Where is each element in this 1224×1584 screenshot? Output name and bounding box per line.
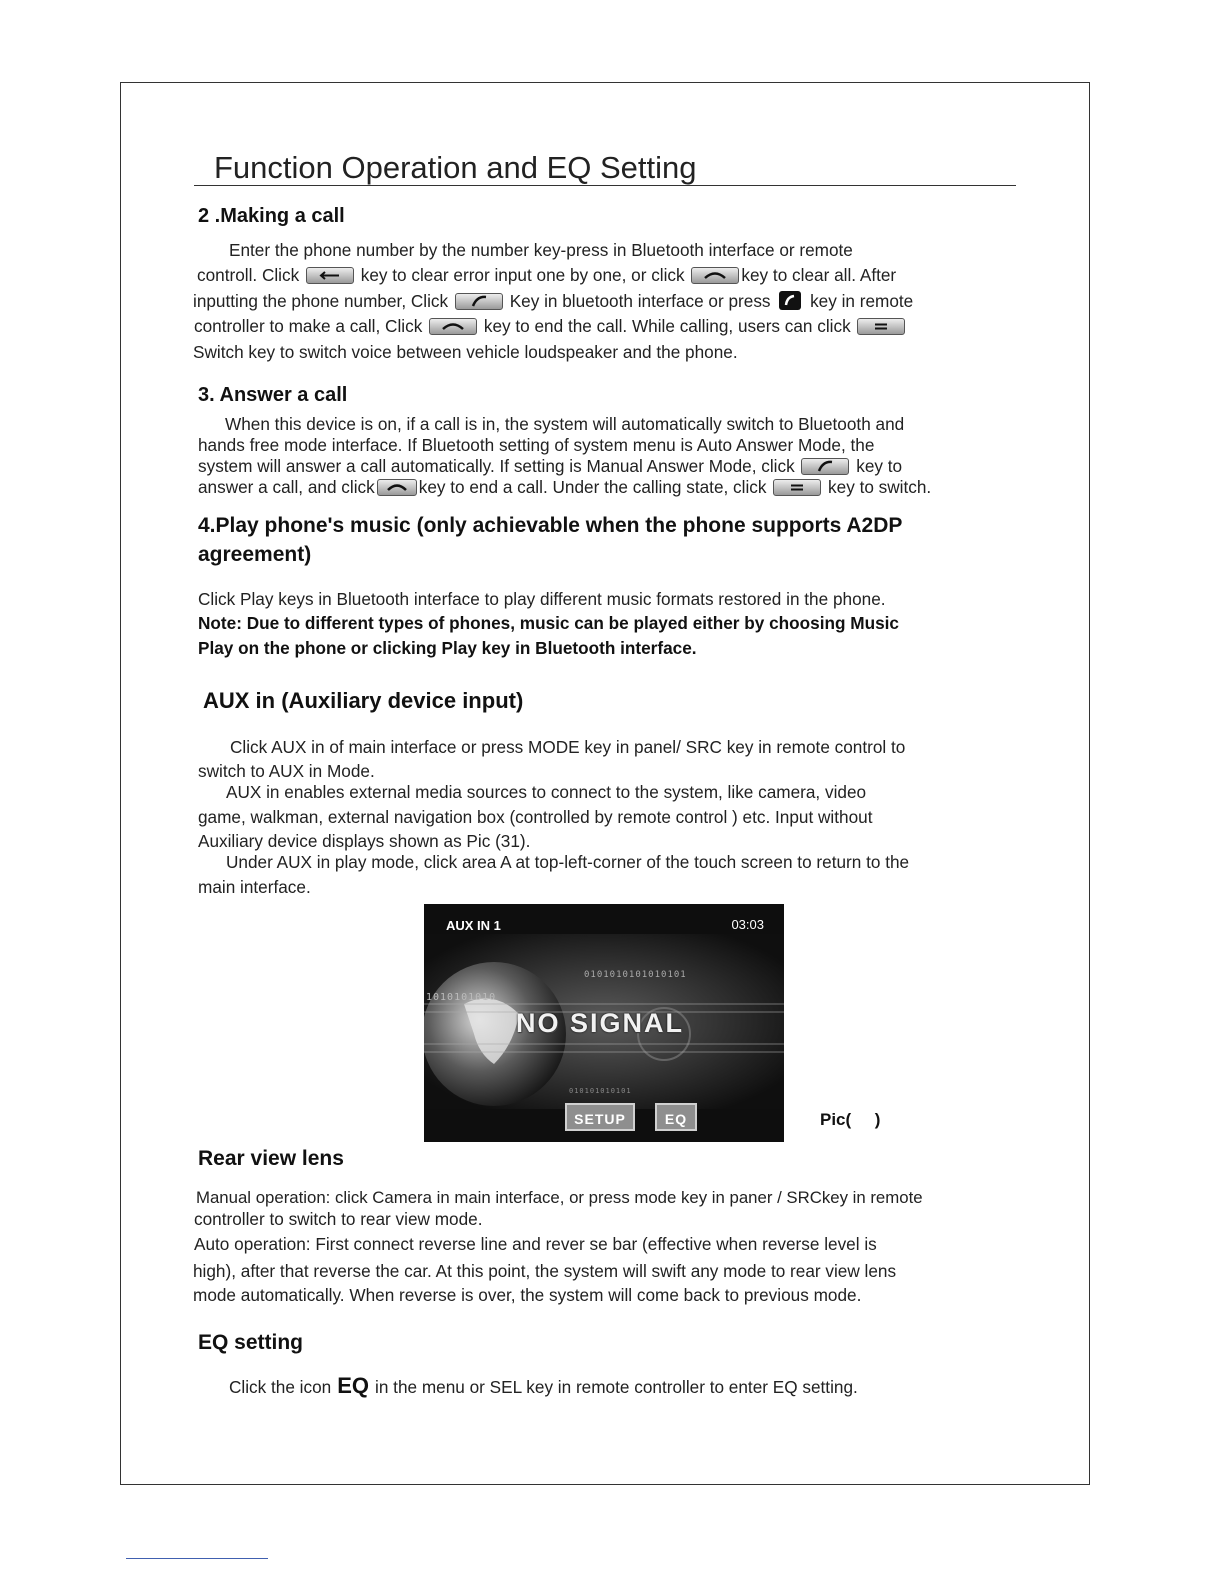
- making-call-line-2: controll. Click key to clear error input one by one, or click key to clear all. After: [197, 265, 897, 285]
- aux-line-4: game, walkman, external navigation box (controlled by remote control ) etc. Input without: [198, 807, 873, 827]
- play-music-heading-line-2: agreement): [198, 543, 312, 566]
- aux-no-signal-screenshot: [424, 904, 784, 1142]
- rear-view-heading: Rear view lens: [198, 1147, 344, 1170]
- making-call-line-3: inputting the phone number, Click Key in bluetooth interface or press key in remote: [193, 291, 914, 311]
- play-music-line-1: Click Play keys in Bluetooth interface to play different music formats restored in the phone.: [198, 589, 886, 609]
- making-call-line-4: controller to make a call, Click key to end the call. While calling, users can click: [194, 316, 907, 336]
- page-title: Function Operation and EQ Setting: [214, 150, 697, 185]
- eq-setting-line-1: Click the icon EQ in the menu or SEL key in remote controller to enter EQ setting.: [229, 1373, 858, 1398]
- rear-view-line-3: Auto operation: First connect reverse line and rever se bar (effective when reverse level is: [194, 1234, 877, 1254]
- eq-setting-heading: EQ setting: [198, 1331, 304, 1354]
- answer-call-line-2: hands free mode interface. If Bluetooth setting of system menu is Auto Answer Mode, the: [198, 435, 875, 455]
- aux-line-3: AUX in enables external media sources to connect to the system, like camera, video: [226, 782, 867, 802]
- aux-line-2: switch to AUX in Mode.: [198, 761, 375, 781]
- switch-key-icon: [773, 479, 821, 496]
- eq-button[interactable]: EQ: [655, 1103, 697, 1131]
- remote-phone-key-icon: [779, 291, 801, 310]
- binary-text-bottom: 010101010101: [569, 1087, 632, 1095]
- clear-all-key-icon: [691, 267, 739, 284]
- backspace-key-icon: [306, 267, 354, 284]
- aux-heading: AUX in (Auxiliary device input): [203, 688, 524, 713]
- rear-view-line-5: mode automatically. When reverse is over, the system will come back to previous mode.: [193, 1285, 862, 1305]
- dial-key-icon: [455, 293, 503, 310]
- answer-call-line-1: When this device is on, if a call is in, the system will automatically switch to Bluetooth and: [225, 414, 905, 434]
- play-music-heading-line-1: 4.Play phone's music (only achievable when the phone supports A2DP: [198, 514, 903, 537]
- aux-line-1: Click AUX in of main interface or press MODE key in panel/ SRC key in remote control to: [230, 737, 906, 757]
- binary-text-left: 1010101010: [426, 992, 497, 1003]
- no-signal-text: NO SIGNAL: [516, 1008, 685, 1038]
- answer-call-line-4: answer a call, and click key to end a call. Under the calling state, click key to switch.: [198, 477, 932, 497]
- dial-key-icon: [801, 458, 849, 475]
- making-call-heading: 2 .Making a call: [198, 205, 345, 227]
- aux-line-5: Auxiliary device displays shown as Pic (31).: [198, 831, 531, 851]
- rear-view-line-4: high), after that reverse the car. At this point, the system will swift any mode to rear view lens: [193, 1261, 897, 1281]
- rear-view-line-1: Manual operation: click Camera in main interface, or press mode key in paner / SRCkey in remote: [196, 1188, 923, 1207]
- title-underline: [194, 185, 1016, 186]
- switch-key-icon: [857, 318, 905, 335]
- figure-caption: Pic( ): [820, 1110, 881, 1129]
- answer-call-heading: 3. Answer a call: [198, 384, 348, 406]
- making-call-line-5: Switch key to switch voice between vehicle loudspeaker and the phone.: [193, 342, 738, 362]
- answer-call-line-3: system will answer a call automatically. If setting is Manual Answer Mode, click key to: [198, 456, 903, 476]
- play-music-note-1: Note: Due to different types of phones, music can be played either by choosing Music: [198, 613, 899, 633]
- rear-view-line-2: controller to switch to rear view mode.: [194, 1209, 483, 1229]
- play-music-note-2: Play on the phone or clicking Play key in Bluetooth interface.: [198, 638, 697, 658]
- footer-rule: [126, 1558, 268, 1559]
- screen-clock: 03:03: [731, 917, 764, 932]
- eq-icon: EQ: [337, 1373, 370, 1398]
- hangup-key-icon: [429, 318, 477, 335]
- screen-title: AUX IN 1: [446, 918, 501, 933]
- setup-button[interactable]: SETUP: [565, 1103, 635, 1131]
- making-call-line-1: Enter the phone number by the number key-press in Bluetooth interface or remote: [229, 240, 853, 260]
- hangup-key-icon: [377, 479, 417, 496]
- aux-line-7: main interface.: [198, 877, 311, 897]
- aux-line-6: Under AUX in play mode, click area A at top-left-corner of the touch screen to return to the: [226, 852, 910, 872]
- binary-text-top: 0101010101010101: [584, 970, 687, 980]
